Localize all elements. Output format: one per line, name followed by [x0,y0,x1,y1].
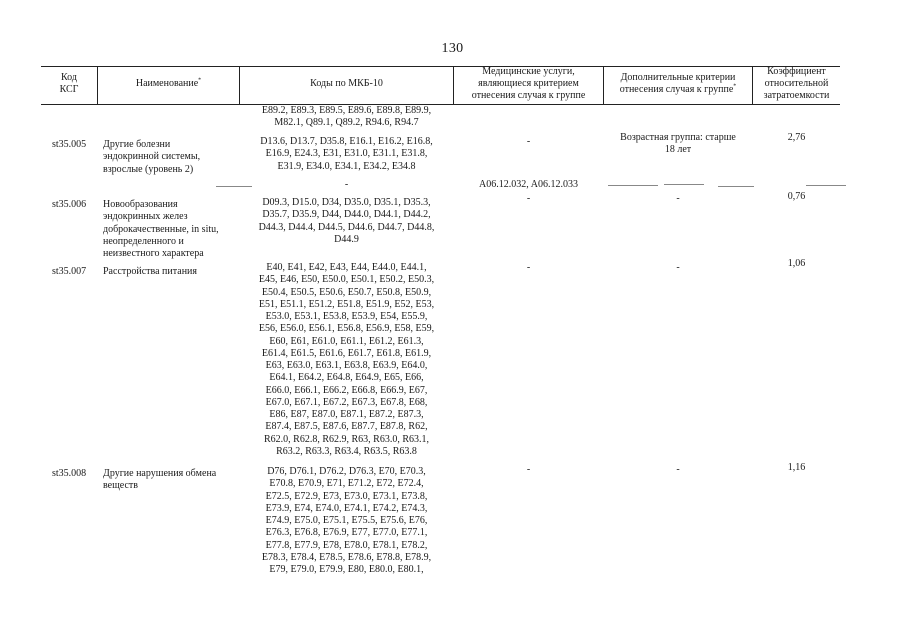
header-services: Медицинские услуги, являющиеся критерием отнесения случая к группе [471,66,586,101]
page-number: 130 [441,41,464,56]
scan-artifact [718,186,754,187]
row-name: Другие нарушения обмена веществ [103,468,217,492]
row-name: Другие болезни эндокринной системы, взрослые (уровень 2) [103,139,201,175]
continuation-icd: E89.2, E89.3, E89.5, E89.6, E89.8, E89.9, M82.1, Q89.1, Q89.2, R94.6, R94.7 [261,105,432,129]
row-icd: E40, E41, E42, E43, E44, E44.0, E44.1, E45, E46, E50, E50.0, E50.1, E50.2, E50.3, E50.4, E50.5, E50.6, E50.7, E50.8, E50.9, E51, E51.1, E51.2, E51.8, E51.9, E52, E53, E53.0, E53.1, E53.8, E53.9, E54, E55.9, E56, E56.0, E56.1, E56.8, E56.9, E58, E59, E60, E61, E61.0, E61.1, E61.2, E61.3, E61.4, E61.5, E61.6, E61.7, E61.8, E61.9, E63, E63.0, E63.1, E63.8, E63.9, E64.0, E64.1, E64.2, E64.8, E64.9, E65, E66, E66.0, E66.1, E66.2, E66.8, E66.9, E67, E67.0, E67.1, E67.2, E67.3, E67.8, E68, E86, E87, E87.0, E87.1, E87.2, E87.3, E87.4, E87.5, E87.6, E87.7, E87.8, R62, R62.0, R62.8, R62.9, R63, R63.0, R63.1, R63.2, R63.3, R63.4, R63.5, R63.8 [258,262,435,457]
row-sub-services: A06.12.032, A06.12.033 [479,179,578,190]
row-name: Расстройства питания [103,266,197,277]
footnote-mark: * [198,77,202,84]
header-extra [604,64,752,104]
row-code: st35.008 [52,468,87,479]
header-name-text: Наименование [135,78,199,89]
scan-artifact [608,185,658,186]
row-extra: - [676,193,680,204]
row-icd: D09.3, D15.0, D34, D35.0, D35.1, D35.3, D35.7, D35.9, D44, D44.0, D44.1, D44.2, D44.3, D44.4, D44.5, D44.6, D44.7, D44.8, D44.9 [258,197,435,245]
row-sub-icd: - [344,179,349,190]
header-extra-text: Дополнительные критерии отнесения случая к группе [619,72,736,95]
row-coef: 1,06 [787,258,806,269]
scan-artifact [664,184,704,185]
footnote-mark: * [733,83,737,90]
row-services: - [526,193,531,204]
row-coef: 1,16 [787,462,806,473]
row-extra: - [676,262,680,273]
row-services: - [526,262,531,273]
header-name [98,64,239,104]
scan-artifact [806,185,846,186]
row-extra: - [676,464,680,475]
row-coef: 0,76 [787,191,806,202]
row-icd: D13.6, D13.7, D35.8, E16.1, E16.2, E16.8, E16.9, E24.3, E31, E31.0, E31.1, E31.8, E31.9, E34.0, E34.1, E34.2, E34.8 [260,136,433,172]
row-icd: D76, D76.1, D76.2, D76.3, E70, E70.3, E70.8, E70.9, E71, E71.2, E72, E72.4, E72.5, E72.9, E73, E73.0, E73.1, E73.8, E73.9, E74, E74.0, E74.1, E74.2, E74.3, E74.9, E75.0, E75.1, E75.5, E75.6, E76, E76.3, E76.8, E76.9, E77, E77.0, E77.1, E77.8, E77.9, E78, E78.0, E78.1, E78.2, E78.3, E78.4, E78.5, E78.6, E78.8, E78.9, E79, E79.0, E79.9, E80, E80.0, E80.1, [261,466,432,575]
header-code: Код КСГ [59,72,79,95]
row-code: st35.006 [52,199,87,210]
row-name: Новообразования эндокринных желез доброкачественные, in situ, неопределенного и неизвестного характера [103,199,219,259]
scan-artifact [216,186,252,187]
header-icd: Коды по МКБ-10 [310,78,383,89]
row-services: - [526,136,531,147]
row-coef: 2,76 [787,132,806,143]
header-coef: Коэффициент относительной затратоемкости [763,66,830,101]
row-services: - [526,464,531,475]
row-code: st35.007 [52,266,87,277]
row-code: st35.005 [52,139,87,150]
row-extra: Возрастная группа: старше 18 лет [620,132,736,156]
